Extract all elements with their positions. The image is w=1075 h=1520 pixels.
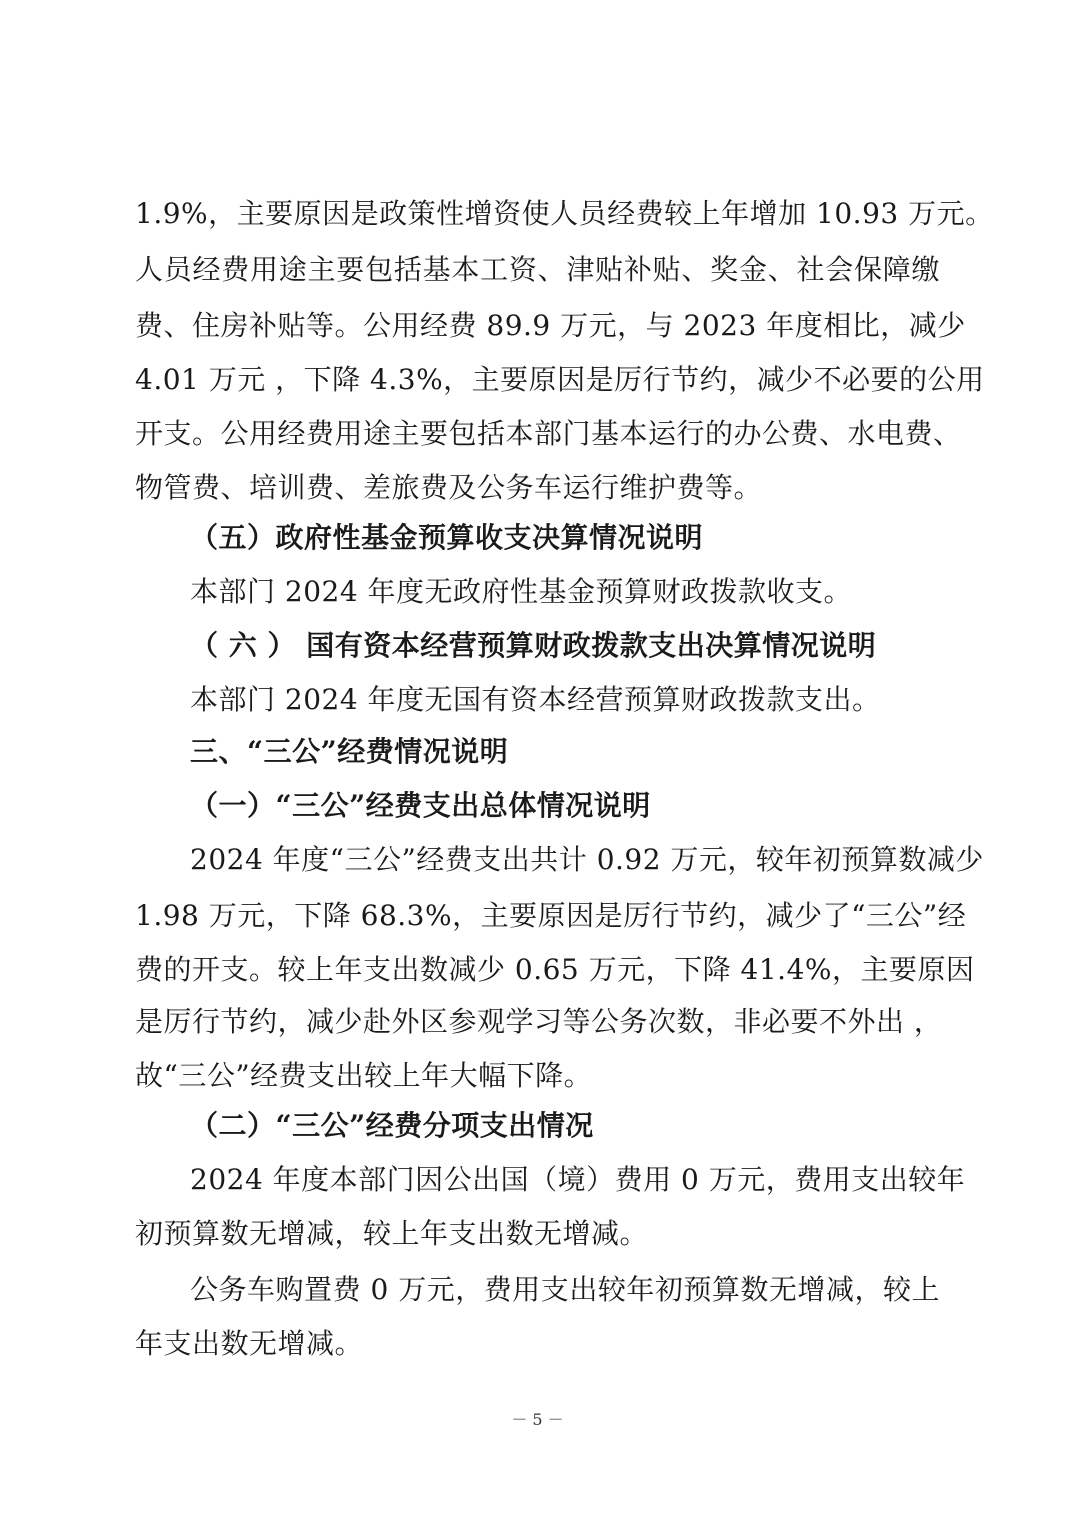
body-text-line: 2024 年度本部门因公出国（境）费用 0 万元，费用支出较年 xyxy=(190,1163,966,1196)
body-text-line: 开支。公用经费用途主要包括本部门基本运行的办公费、水电费、 xyxy=(135,417,962,450)
section-heading: （ 六 ） 国有资本经营预算财政拨款支出决算情况说明 xyxy=(190,629,877,662)
body-text-line: 初预算数无增减，较上年支出数无增减。 xyxy=(135,1217,649,1250)
section-heading: （五）政府性基金预算收支决算情况说明 xyxy=(190,521,704,554)
body-text-line: 本部门 2024 年度无国有资本经营预算财政拨款支出。 xyxy=(190,683,881,716)
body-text-line: 故“三公”经费支出较上年大幅下降。 xyxy=(135,1059,593,1092)
body-text-line: 1.98 万元，下降 68.3%，主要原因是厉行节约，减少了“三公”经 xyxy=(135,899,967,932)
body-text-line: 费的开支。较上年支出数减少 0.65 万元，下降 41.4%，主要原因 xyxy=(135,953,975,986)
body-text-line: 是厉行节约，减少赴外区参观学习等公务次数，非必要不外出 ， xyxy=(135,1005,943,1038)
body-text-line: 本部门 2024 年度无政府性基金预算财政拨款收支。 xyxy=(190,575,853,608)
subsection-heading: （二）“三公”经费分项支出情况 xyxy=(190,1109,594,1142)
body-text-line: 2024 年度“三公”经费支出共计 0.92 万元，较年初预算数减少 xyxy=(190,843,984,876)
body-text-line: 公务车购置费 0 万元，费用支出较年初预算数无增减，较上 xyxy=(190,1273,940,1306)
subsection-heading: （一）“三公”经费支出总体情况说明 xyxy=(190,789,651,822)
body-text-line: 1.9%，主要原因是政策性增资使人员经费较上年增加 10.93 万元。 xyxy=(135,197,994,230)
body-text-line: 物管费、培训费、差旅费及公务车运行维护费等。 xyxy=(135,471,763,504)
chapter-heading: 三、“三公”经费情况说明 xyxy=(190,735,509,768)
page-number: － 5 － xyxy=(511,1410,564,1429)
body-text-line: 4.01 万元 ，下降 4.3%，主要原因是厉行节约，减少不必要的公用 xyxy=(135,363,985,396)
body-text-line: 人员经费用途主要包括基本工资、津贴补贴、奖金、社会保障缴 xyxy=(135,253,940,286)
body-text-line: 年支出数无增减。 xyxy=(135,1327,364,1360)
body-text-line: 费、住房补贴等。公用经费 89.9 万元，与 2023 年度相比，减少 xyxy=(135,309,966,342)
